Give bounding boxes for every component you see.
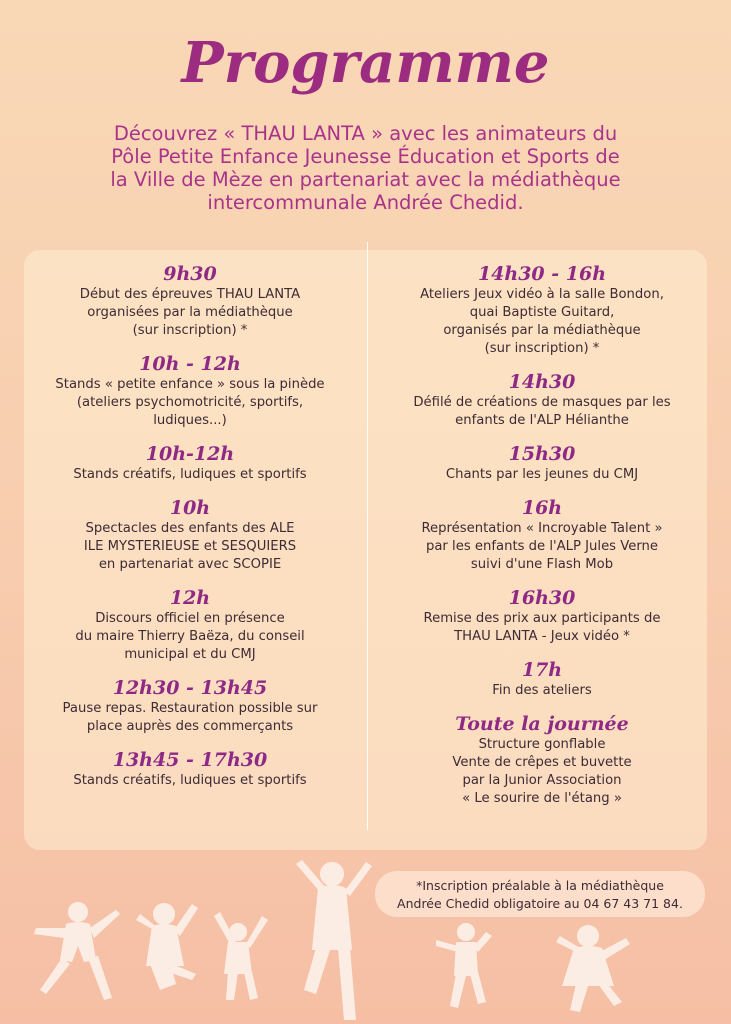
event-10h-12h-petite-enfance — [30, 352, 350, 430]
event-time: 10h-12h — [145, 443, 235, 465]
event-line: Défilé de créations de masques par les — [413, 395, 671, 410]
event-time: 14h30 - 16h — [477, 263, 607, 285]
event-12h30-13h45 — [30, 676, 350, 736]
event-line: « Le sourire de l'étang » — [462, 791, 622, 806]
event-time: 10h - 12h — [139, 353, 241, 375]
schedule-right-column — [382, 262, 702, 820]
intro-line: intercommunale Andrée Chedid. — [207, 191, 524, 214]
event-line: par les enfants de l'ALP Jules Verne — [425, 539, 659, 554]
intro-line: Pôle Petite Enfance Jeunesse Éducation et Sports de — [111, 145, 620, 168]
event-line: Début des épreuves THAU LANTA — [79, 287, 301, 302]
event-time: 16h30 — [508, 587, 576, 609]
event-time: 13h45 - 17h30 — [112, 749, 268, 771]
event-time: 17h — [521, 659, 563, 681]
event-line: Spectacles des enfants des ALE — [85, 521, 295, 536]
event-line: Pause repas. Restauration possible sur — [62, 701, 318, 716]
event-line: Stands « petite enfance » sous la pinède — [55, 377, 325, 392]
event-line: Chants par les jeunes du CMJ — [445, 467, 639, 482]
event-13h45-17h30 — [30, 748, 350, 790]
event-10h-12h-stands — [30, 442, 350, 484]
event-15h30 — [382, 442, 702, 484]
event-line: organisés par la médiathèque — [443, 323, 641, 338]
page-title: Programme — [181, 30, 550, 96]
event-line: en partenariat avec SCOPIE — [98, 557, 282, 572]
event-line: Discours officiel en présence — [95, 611, 285, 626]
event-line: Vente de crêpes et buvette — [452, 755, 632, 770]
intro-line: Découvrez « THAU LANTA » avec les animateurs du — [113, 122, 618, 145]
event-line: Stands créatifs, ludiques et sportifs — [73, 467, 307, 482]
event-time: Toute la journée — [455, 713, 629, 735]
event-line: ILE MYSTERIEUSE et SESQUIERS — [83, 539, 297, 554]
event-time: 12h — [169, 587, 211, 609]
intro-text — [40, 122, 691, 214]
kid-silhouette-icon — [214, 912, 268, 1000]
event-line: quai Baptiste Guitard, — [469, 305, 615, 320]
event-line: Ateliers Jeux vidéo à la salle Bondon, — [420, 287, 664, 302]
note-line: *Inscription préalable à la médiathèque — [416, 878, 664, 893]
event-line: suivi d'une Flash Mob — [470, 557, 614, 572]
event-17h — [382, 658, 702, 700]
kid-silhouette-icon — [136, 903, 198, 990]
event-line: Représentation « Incroyable Talent » — [421, 521, 663, 536]
event-12h — [30, 586, 350, 664]
event-line: Structure gonflable — [478, 737, 606, 752]
event-line: Fin des ateliers — [492, 683, 592, 698]
event-line: (ateliers psychomotricité, sportifs, — [76, 395, 304, 410]
event-time: 14h30 — [508, 371, 576, 393]
event-line: THAU LANTA - Jeux vidéo * — [454, 629, 630, 644]
event-time: 10h — [169, 497, 211, 519]
kid-silhouette-icon — [296, 860, 372, 1020]
event-line: enfants de l'ALP Hélianthe — [455, 413, 629, 428]
event-time: 9h30 — [163, 263, 217, 285]
kid-silhouette-icon — [556, 925, 630, 1012]
event-line: municipal et du CMJ — [124, 647, 256, 662]
event-16h30 — [382, 586, 702, 646]
event-line: Remise des prix aux participants de — [423, 611, 661, 626]
event-14h30 — [382, 370, 702, 430]
event-time: 16h — [521, 497, 563, 519]
event-14h30-16h — [382, 262, 702, 358]
event-toute-la-journee — [382, 712, 702, 808]
kid-silhouette-icon — [436, 923, 492, 1008]
event-time: 12h30 - 13h45 — [112, 677, 268, 699]
event-9h30 — [30, 262, 350, 340]
event-line: (sur inscription) * — [132, 323, 248, 338]
event-line: du maire Thierry Baëza, du conseil — [75, 629, 305, 644]
column-divider — [367, 242, 368, 830]
kid-silhouette-icon — [34, 902, 120, 1000]
event-line: ludiques...) — [153, 413, 227, 428]
event-line: place auprès des commerçants — [86, 719, 294, 734]
intro-line: la Ville de Mèze en partenariat avec la médiathèque — [110, 168, 621, 191]
event-10h-spectacles — [30, 496, 350, 574]
event-line: organisées par la médiathèque — [87, 305, 293, 320]
note-line: Andrée Chedid obligatoire au 04 67 43 71 84. — [397, 896, 683, 911]
event-16h — [382, 496, 702, 574]
event-line: par la Junior Association — [462, 773, 622, 788]
event-line: (sur inscription) * — [484, 341, 600, 356]
event-line: Stands créatifs, ludiques et sportifs — [73, 773, 307, 788]
schedule-left-column — [30, 262, 350, 802]
event-time: 15h30 — [508, 443, 576, 465]
jumping-kids-illustration — [0, 850, 731, 1024]
